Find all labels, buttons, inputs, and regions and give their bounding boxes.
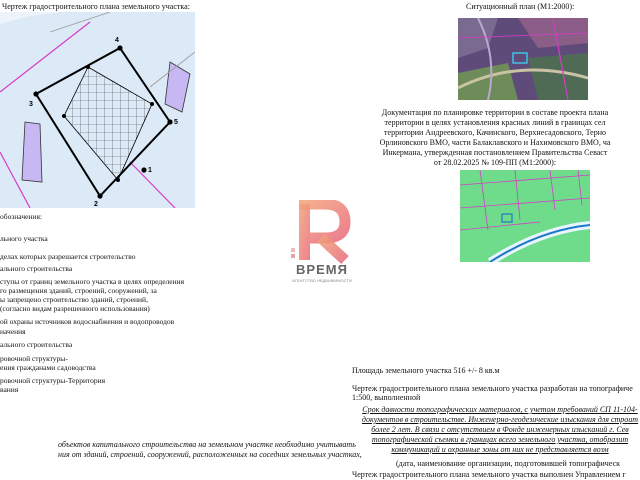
drawing-text: Чертеж градостроительного плана земельного участка разработан на топографиче [352, 384, 633, 393]
legend-item: льного участка [0, 234, 48, 243]
brand-logo [287, 200, 357, 295]
doc-line: Инкермана, утвержденная постановлением Правительства Севаст [382, 148, 608, 157]
legend-item: ального строительства [0, 264, 73, 273]
italic-line: Срок давности топографических материалов, с учетом требований СП 11-104- [362, 405, 638, 414]
legend-item: (согласно видам разрешенного использования) [0, 304, 150, 313]
zone-map [460, 170, 590, 262]
legend-item: ровочной структуры-Территория [0, 376, 106, 385]
point-label: 3 [29, 101, 33, 108]
area-text: Площадь земельного участка 516 +/- 8 кв.м [352, 366, 500, 375]
neighbor-building [22, 122, 42, 182]
legend-item: вания [0, 385, 19, 394]
italic-line: топографической съемки в границах всего земельного участка, отобразит [371, 435, 629, 444]
doc-line: от 28.02.2025 № 109-ПП (М1:2000): [433, 158, 557, 167]
legend-item: го размещения зданий, строений, сооружений, за [0, 286, 157, 295]
italic-line: более 2 лет. В связи с отсутствием в Фонде инженерных изысканий г. Сев [371, 425, 629, 434]
italic-line: документов в строительстве. Инженерно-геодезические изыскания для строит [361, 415, 639, 424]
italic-line: коммуникаций и охранные зоны от них не представляется возм [391, 445, 609, 454]
legend-item: начения [0, 327, 26, 336]
doc-line: территории Андреевского, Качинского, Верхнесадовского, Терно [384, 128, 606, 137]
bottom-left-line: объектов капитального строительства на земельном участке необходимо учитывать [58, 440, 356, 449]
scale-text: 1:500, выполненной [352, 393, 421, 402]
legend-header: обозначения: [0, 212, 42, 221]
point-label: 1 [148, 167, 152, 174]
logo-tagline: АГЕНТСТВО НЕДВИЖИМОСТИ [292, 278, 352, 283]
point-label: 5 [174, 119, 178, 126]
doc-line: Орлиновского ВМО, части Балаклавского и Нахимовского ВМО, ча [379, 138, 611, 147]
legend-item: ального строительства [0, 340, 73, 349]
doc-line: Документация по планировке территории в составе проекта плана [381, 108, 609, 117]
legend-item: делах которых разрешается строительство [0, 252, 136, 261]
left-title: Чертеж градостроительного плана земельного участка: [2, 2, 190, 11]
legend-item: ения гражданами садоводства [0, 363, 96, 372]
logo-brand: ВРЕМЯ [296, 262, 348, 277]
logo-r-icon [287, 200, 357, 270]
legend-item: ы запрещено строительство зданий, строений, [0, 295, 148, 304]
right-title: Ситуационный план (М1:2000): [466, 2, 575, 11]
point-label: 2 [94, 201, 98, 208]
legend-item: ступы от границ земельного участка в целях определения [0, 277, 185, 286]
bottom-left-line: ния от зданий, строений, сооружений, расположенных на соседних земельных участках, [58, 450, 362, 459]
org-caption: (дата, наименование организации, подготовившей топографическ [396, 459, 621, 468]
plot-drawing [0, 12, 195, 208]
point-label: 4 [115, 37, 119, 44]
legend-item: ровочной структуры- [0, 354, 68, 363]
doc-line: территории в целях установления красных линий в границах сел [384, 118, 606, 127]
bottom-right-text: Чертеж градостроительного плана земельного участка выполнен Управлением г [352, 470, 626, 479]
situation-map [458, 18, 588, 100]
legend-item: ой охраны источников водоснабжения и водопроводов [0, 317, 175, 326]
